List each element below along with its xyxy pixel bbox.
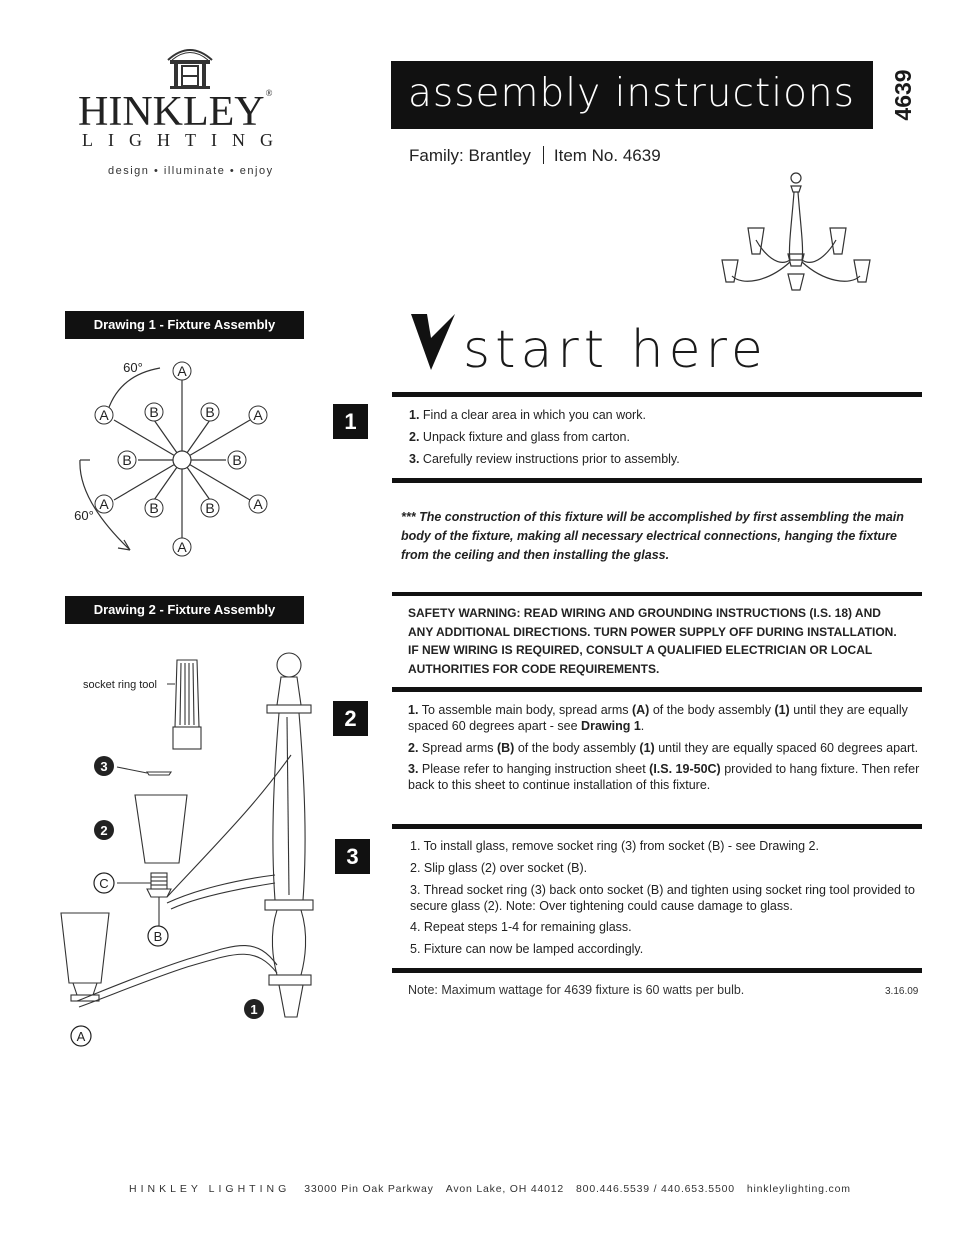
step1-list xyxy=(409,404,909,470)
revision-date: 3.16.09 xyxy=(885,986,919,997)
page-title: assembly instructions xyxy=(408,71,855,116)
arm-label-a: A xyxy=(253,496,263,512)
drawing1-title: Drawing 1 - Fixture Assembly xyxy=(65,311,304,339)
list-item: 3. Carefully review instructions prior to assembly. xyxy=(409,452,680,466)
arm-label-b: B xyxy=(149,500,159,516)
lantern-logo-icon xyxy=(160,40,220,90)
divider xyxy=(392,392,922,397)
start-here-heading: start here xyxy=(411,312,811,382)
list-item: 5. Fixture can now be lamped accordingly. xyxy=(410,942,644,957)
callout-3: 3 xyxy=(100,759,108,774)
construction-note: *** The construction of this fixture will be accomplished by first assembling the main body of the fixture, making all necessary electrical connections, hanging the fixture from the ceiling and then installing the glass. xyxy=(401,510,904,562)
arm-label-b: B xyxy=(205,404,215,420)
family-name: Family: Brantley xyxy=(409,146,531,165)
arm-label-a: A xyxy=(99,496,109,512)
drawing2-fixture-assembly xyxy=(55,645,335,1050)
divider xyxy=(392,478,922,483)
footer-city: Avon Lake, OH 44012 xyxy=(445,1183,565,1195)
step2-instructions xyxy=(408,702,923,799)
list-item: 1. To assemble main body, spread arms (A) of the body assembly (1) until they are equally spaced 60 degrees apart - see Drawing 1. xyxy=(408,703,908,733)
footer-address: 33000 Pin Oak Parkway xyxy=(304,1183,434,1195)
list-item: 1. To install glass, remove socket ring (3) from socket (B) - see Drawing 2. xyxy=(410,839,819,853)
arm-label-a: A xyxy=(177,539,187,555)
arm-label-b: B xyxy=(205,500,215,516)
divider xyxy=(392,968,922,973)
drawing1-arm-layout xyxy=(60,350,310,570)
list-item: 2. Spread arms (B) of the body assembly (1) until they are equally spaced 60 degrees apart. xyxy=(408,740,919,755)
drawing2-title: Drawing 2 - Fixture Assembly xyxy=(65,596,304,624)
footer-phone: 800.446.5539 / 440.653.5500 xyxy=(576,1183,735,1195)
arm-label-a: A xyxy=(177,363,187,379)
divider xyxy=(392,687,922,692)
family-item-line xyxy=(409,146,661,166)
footer-web: hinkleylighting.com xyxy=(746,1183,851,1195)
step-number-2: 2 xyxy=(333,701,368,736)
title-bar xyxy=(391,61,873,129)
footer-company: HINKLEY LIGHTING xyxy=(129,1183,291,1195)
callout-c: C xyxy=(99,876,109,891)
item-number: Item No. 4639 xyxy=(553,146,661,165)
arm-label-a: A xyxy=(253,407,263,423)
step-number-3: 3 xyxy=(335,839,370,874)
divider xyxy=(392,592,922,596)
list-item: 1. Find a clear area in which you can work. xyxy=(409,408,646,422)
arm-label-b: B xyxy=(122,452,132,468)
callout-a: A xyxy=(76,1029,86,1044)
arm-label-a: A xyxy=(99,407,109,423)
divider xyxy=(392,824,922,829)
list-item: 2. Unpack fixture and glass from carton. xyxy=(409,430,630,444)
logo-brand: HINKLEY® xyxy=(78,88,273,135)
angle-label-top: 60° xyxy=(123,360,143,375)
socket-ring-tool-label: socket ring tool xyxy=(83,679,157,691)
arm-label-b: B xyxy=(149,404,159,420)
footer xyxy=(129,1183,851,1195)
list-item: 4. Repeat steps 1-4 for remaining glass. xyxy=(410,920,632,935)
list-item: 2. Slip glass (2) over socket (B). xyxy=(410,860,588,875)
wattage-note: Note: Maximum wattage for 4639 fixture is 60 watts per bulb. xyxy=(408,983,745,997)
arrow-down-icon xyxy=(411,312,459,372)
step3-instructions xyxy=(410,838,920,963)
callout-1: 1 xyxy=(250,1002,258,1017)
list-item: 3. Please refer to hanging instruction sheet (I.S. 19-50C) provided to hang fixture. Then refer back to this sheet to continue installation of this fixture. xyxy=(408,762,920,792)
step-number-1: 1 xyxy=(333,404,368,439)
hinkley-logo xyxy=(60,40,320,190)
logo-tagline: design • illuminate • enjoy xyxy=(108,165,274,177)
angle-label-bottom: 60° xyxy=(74,508,94,523)
item-number-vertical: 4639 xyxy=(890,69,916,121)
callout-2: 2 xyxy=(100,823,108,838)
callout-b: B xyxy=(153,929,163,944)
chandelier-illustration xyxy=(718,170,878,298)
arm-label-b: B xyxy=(232,452,242,468)
safety-warning: SAFETY WARNING: READ WIRING AND GROUNDING INSTRUCTIONS (I.S. 18) AND ANY ADDITIONAL DIRECTIONS. TURN POWER SUPPLY OFF DURING INSTALLATION. IF NEW WIRING IS REQUIRED, CONSULT A QUALIFIED ELECTRICIAN OR LOCAL AUTHORITIES FOR CODE REQUIREMENTS. xyxy=(408,606,897,676)
logo-subtitle: LIGHTING xyxy=(82,130,288,150)
list-item: 3. Thread socket ring (3) back onto socket (B) and tighten using socket ring tool provided to secure glass (2). Note: Over tightening could cause damage to glass. xyxy=(410,882,915,913)
